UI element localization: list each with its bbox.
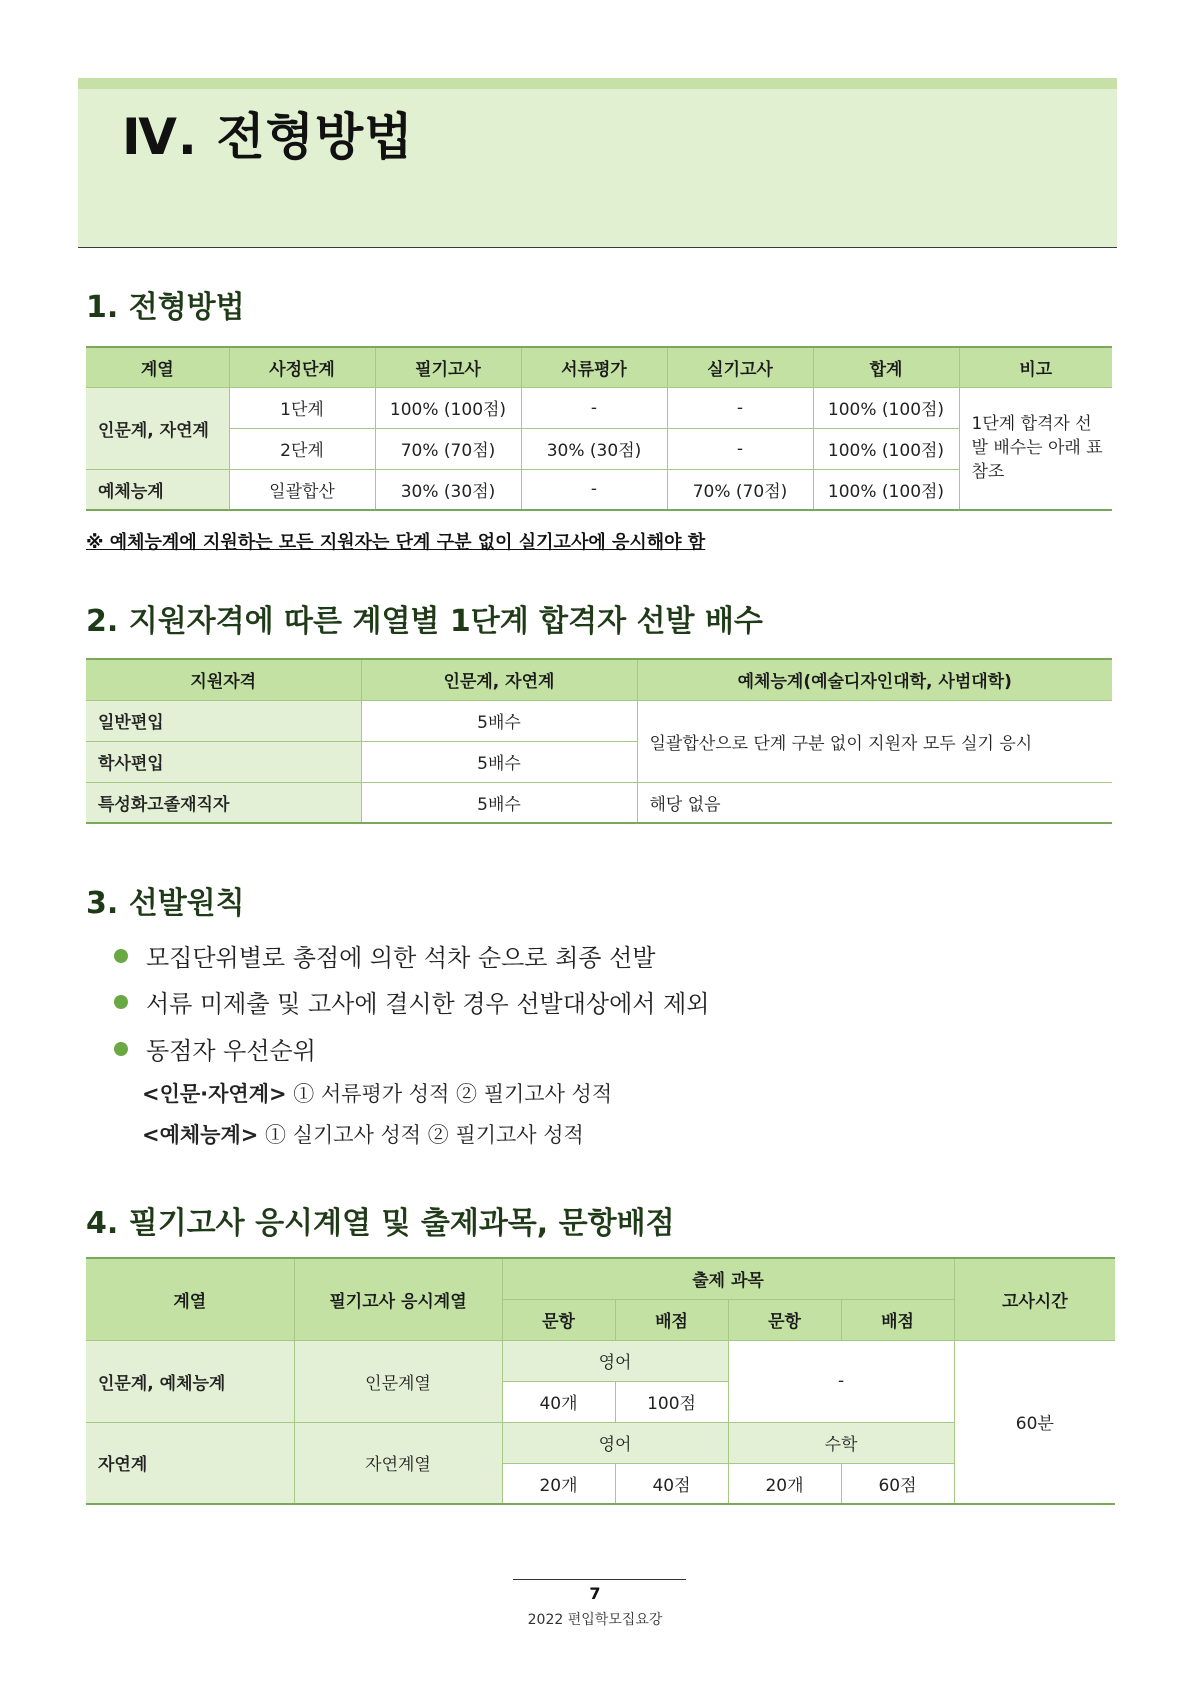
- section-3-heading: 3. 선발원칙: [86, 886, 245, 921]
- col-header-group: 계열: [86, 1258, 294, 1340]
- col-header-time: 고사시간: [954, 1258, 1115, 1340]
- tie-priority-arts: <예체능계> ① 실기고사 성적 ② 필기고사 성적: [142, 1123, 584, 1147]
- arts-not-applicable-cell: 해당 없음: [637, 782, 1112, 823]
- footer-divider: [513, 1579, 686, 1580]
- subject-cell: -: [728, 1340, 954, 1422]
- principle-item: 서류 미제출 및 고사에 결시한 경우 선발대상에서 제외: [114, 984, 709, 1019]
- group-cell: 인문계, 자연계: [86, 387, 229, 469]
- col-header-points: 배점: [615, 1299, 728, 1340]
- selection-multiple-table: [86, 658, 1112, 824]
- multiple-cell: 5배수: [361, 741, 637, 782]
- exam-subjects-table: [86, 1257, 1115, 1505]
- chapter-title: Ⅳ. 전형방법: [122, 108, 414, 166]
- document-cell: -: [521, 387, 667, 428]
- stage-cell: 2단계: [229, 428, 375, 469]
- col-header-subjects: 출제 과목: [502, 1258, 954, 1299]
- subject-cell: 영어: [502, 1422, 728, 1463]
- bullet-icon: [114, 995, 128, 1009]
- group-cell: 자연계: [86, 1422, 294, 1504]
- qualification-cell: 특성화고졸재직자: [86, 782, 361, 823]
- written-cell: 100% (100점): [375, 387, 521, 428]
- arts-merged-cell: 일괄합산으로 단계 구분 없이 지원자 모두 실기 응시: [637, 700, 1112, 782]
- bullet-icon: [114, 949, 128, 963]
- points-cell: 40점: [615, 1463, 728, 1504]
- written-cell: 30% (30점): [375, 469, 521, 510]
- group-cell: 예체능계: [86, 469, 229, 510]
- page-number: 7: [589, 1584, 601, 1603]
- stage-cell: 일괄합산: [229, 469, 375, 510]
- multiple-cell: 5배수: [361, 700, 637, 741]
- col-header-arts: 예체능계(예술디자인대학, 사범대학): [637, 659, 1112, 700]
- section-4-heading: 4. 필기고사 응시계열 및 출제과목, 문항배점: [86, 1206, 675, 1241]
- practical-cell: -: [667, 428, 813, 469]
- document-title: 2022 편입학모집요강: [527, 1612, 663, 1628]
- col-header-written: 필기고사: [375, 347, 521, 387]
- multiple-cell: 5배수: [361, 782, 637, 823]
- principle-item: 모집단위별로 총점에 의한 석차 순으로 최종 선발: [114, 938, 655, 973]
- section-2-heading: 2. 지원자격에 따른 계열별 1단계 합격자 선발 배수: [86, 604, 763, 639]
- col-header-humanities-science: 인문계, 자연계: [361, 659, 637, 700]
- col-header-document: 서류평가: [521, 347, 667, 387]
- col-header-items: 문항: [728, 1299, 841, 1340]
- tie-priority-humanities: <인문·자연계> ① 서류평가 성적 ② 필기고사 성적: [142, 1082, 613, 1106]
- practical-cell: 70% (70점): [667, 469, 813, 510]
- total-cell: 100% (100점): [813, 428, 959, 469]
- items-cell: 20개: [502, 1463, 615, 1504]
- principle-item: 동점자 우선순위: [114, 1031, 316, 1066]
- section-1-heading: 1. 전형방법: [86, 290, 245, 325]
- subject-cell: 수학: [728, 1422, 954, 1463]
- group-cell: 인문계, 예체능계: [86, 1340, 294, 1422]
- col-header-remark: 비고: [959, 347, 1112, 387]
- total-cell: 100% (100점): [813, 469, 959, 510]
- bullet-icon: [114, 1042, 128, 1056]
- exam-time-cell: 60분: [954, 1340, 1115, 1504]
- written-cell: 70% (70점): [375, 428, 521, 469]
- remark-cell: 1단계 합격자 선발 배수는 아래 표 참조: [959, 387, 1112, 510]
- qualification-cell: 일반편입: [86, 700, 361, 741]
- track-cell: 인문계열: [294, 1340, 502, 1422]
- selection-method-table: [86, 346, 1112, 511]
- arts-note: ※ 예체능계에 지원하는 모든 지원자는 단계 구분 없이 실기고사에 응시해야 함: [86, 532, 706, 553]
- col-header-practical: 실기고사: [667, 347, 813, 387]
- practical-cell: -: [667, 387, 813, 428]
- col-header-items: 문항: [502, 1299, 615, 1340]
- qualification-cell: 학사편입: [86, 741, 361, 782]
- stage-cell: 1단계: [229, 387, 375, 428]
- col-header-exam-track: 필기고사 응시계열: [294, 1258, 502, 1340]
- col-header-total: 합계: [813, 347, 959, 387]
- items-cell: 20개: [728, 1463, 841, 1504]
- col-header-qualification: 지원자격: [86, 659, 361, 700]
- col-header-group: 계열: [86, 347, 229, 387]
- col-header-points: 배점: [841, 1299, 954, 1340]
- document-cell: -: [521, 469, 667, 510]
- points-cell: 60점: [841, 1463, 954, 1504]
- track-cell: 자연계열: [294, 1422, 502, 1504]
- items-cell: 40개: [502, 1381, 615, 1422]
- total-cell: 100% (100점): [813, 387, 959, 428]
- points-cell: 100점: [615, 1381, 728, 1422]
- col-header-stage: 사정단계: [229, 347, 375, 387]
- subject-cell: 영어: [502, 1340, 728, 1381]
- document-cell: 30% (30점): [521, 428, 667, 469]
- chapter-header: [78, 78, 1117, 248]
